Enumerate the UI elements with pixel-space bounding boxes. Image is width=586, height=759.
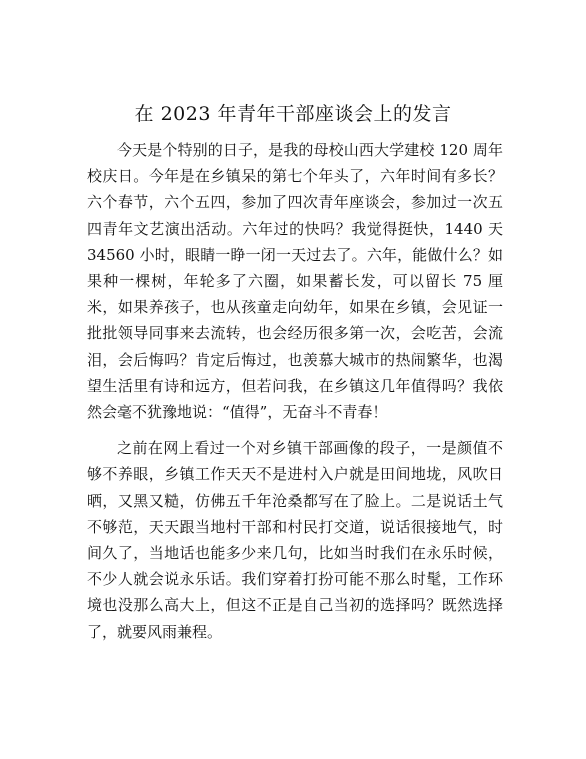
document-title: 在 2023 年青年干部座谈会上的发言 [134, 103, 452, 125]
paragraph-1: 今天是个特别的日子，是我的母校山西大学建校 120 周年校庆日。今年是在乡镇呆的第七个年头了，六年时间有多长？六个春节，六个五四，参加了四次青年座谈会，参加过一次五四青年文艺演出活动。六年过的快吗？我觉得挺快，1440 天 34560 小时，眼睛一睁一闭一天过去了。六年，能做什么？如果种一棵树，年轮多了六圈，如果蓄长发，可以留长 75 厘米，如果养孩子，也从孩童走向幼年，如果在乡镇，会见证一批批领导同事来去流转，也会经历很多第一次，会吃苦，会流泪，会后悔吗？肯定后悔过，也羡慕大城市的热闹繁华，也渴望生活里有诗和远方，但若问我，在乡镇这几年值得吗？我依然会毫不犹豫地说：“值得”，无奋斗不青春！ [87, 141, 503, 422]
paragraph-2: 之前在网上看过一个对乡镇干部画像的段子，一是颜值不够不养眼，乡镇工作天天不是进村入户就是田间地垅，风吹日晒，又黑又糙，仿佛五千年沧桑都写在了脸上。二是说话土气不够范，天天跟当地村干部和村民打交道，说话很接地气，时间久了，当地话也能多少来几句，比如当时我们在永乐时候，不少人就会说永乐话。我们穿着打扮可能不那么时髦，工作环境也没那么高大上，但这不正是自己当初的选择吗？既然选择了，就要风雨兼程。 [87, 439, 503, 641]
document-body [87, 137, 503, 645]
